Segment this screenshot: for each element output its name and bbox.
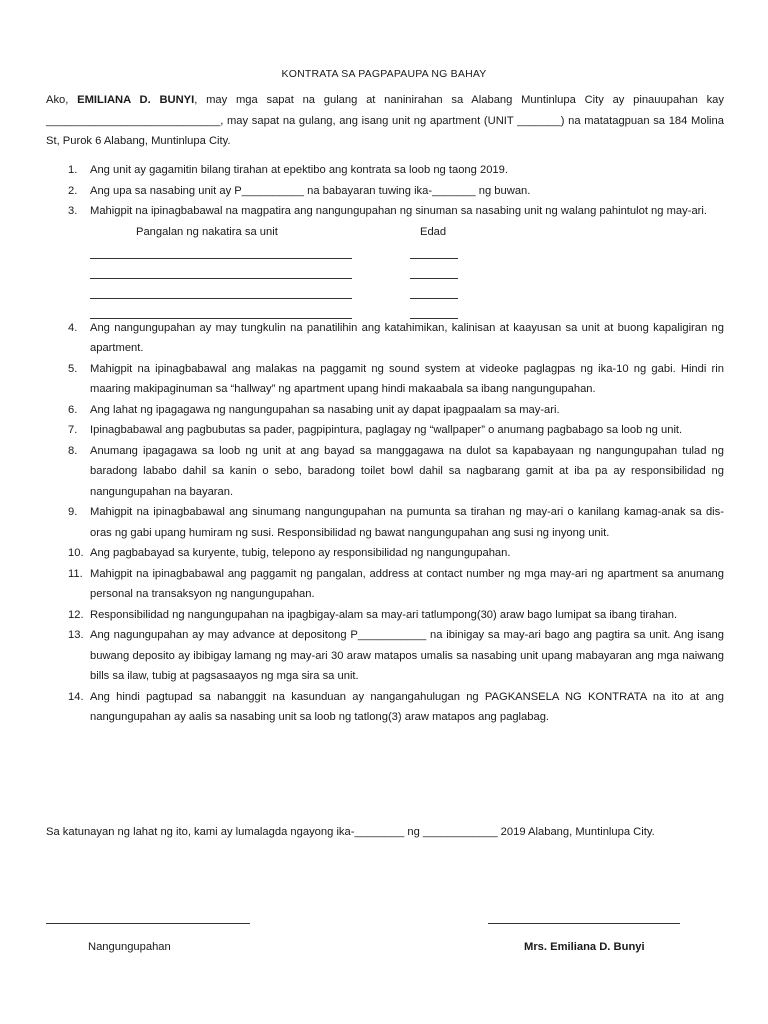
clause-item [46,605,724,626]
clause-number: 10. [68,547,84,559]
clause-text: Ang nagungupahan ay may advance at depositong P___________ na ibinigay sa may-ari bago ang pagtira sa unit. Ang isang buwang deposito ay ibibigay lamang ng may-ari 30 araw matapos umalis sa nasabing unit upang mabayaran ang mga naiwang bills sa ilaw, tubig at pagsasaayos ng mga sira sa unit. [90,629,724,682]
clause-item [46,201,724,222]
clause-text: Mahigpit na ipinagbabawal ang paggamit ng pangalan, address at contact number ng mga may-ari ng apartment sa anumang personal na transaksyon ng nangungupahan. [90,567,724,600]
clause-number: 5. [68,362,78,375]
intro-paragraph [46,90,724,152]
owner-signature-line [488,923,680,924]
clause-item [46,543,724,564]
owner-name: EMILIANA D. BUNYI [77,94,195,106]
clause-text: Responsibilidad ng nangungupahan na ipagbigay-alam sa may-ari tatlumpong(30) araw bago lumipat sa ibang tirahan. [90,608,678,621]
clause-item [46,160,724,181]
clause-number: 2. [68,184,78,197]
tenant-signature-line [46,923,250,924]
occupant-age-line [410,298,458,299]
closing-statement: Sa katunayan ng lahat ng ito, kami ay lumalagda ngayong ika-________ ng ____________ 2019 Alabang, Muntinlupa City. [46,826,655,838]
document-title: KONTRATA SA PAGPAPAUPA NG BAHAY [281,68,487,80]
clause-item [46,400,724,421]
clause-text: Ang nangungupahan ay may tungkulin na panatilihin ang katahimikan, kalinisan at kaayusan sa unit at buong kapaligiran ng apartment. [90,321,724,354]
clause-text: Ang upa sa nasabing unit ay P__________ na babayaran tuwing ika-_______ ng buwan. [90,184,531,197]
clause-text: Ang hindi pagtupad sa nabanggit na kasunduan ay nangangahulugan ng PAGKANSELA NG KONTRATA na ito at ang nangungupahan ay aalis sa nasabing unit sa loob ng tatlong(3) araw matapos ang paglabag. [90,690,724,723]
clause-item [46,318,724,359]
clause-number: 3. [68,205,78,217]
clause-number: 8. [68,444,78,457]
clause-number: 12. [68,608,84,621]
occupant-name-header: Pangalan ng nakatira sa unit [136,225,278,238]
clause-text: Ipinagbabawal ang pagbubutas sa pader, pagpipintura, paglagay ng “wallpaper” o anumang pagbabago sa loob ng unit. [90,424,683,436]
clause-list [46,160,724,728]
clause-item [46,359,724,400]
clause-text: Mahigpit na ipinagbabawal ang sinumang nangungupahan na pumunta sa tirahan ng may-ari o kanilang kamag-anak sa dis-oras ng gabi upang humiram ng susi. Responsibilidad ng bawat nangungupahan ang susi ng inyong unit. [90,506,724,539]
clause-item [46,181,724,202]
clause-text: Mahigpit na ipinagbabawal na magpatira ang nangungupahan ng sinuman sa nasabing unit ng walang pahintulot ng may-ari. [90,205,707,217]
clause-number: 11. [68,567,83,580]
clause-number: 9. [68,506,78,518]
intro-rest: , may mga sapat na gulang at naninirahan sa Alabang Muntinlupa City ay pinauupahan kay ____________________________, may sapat na gulang, ang isang unit ng apartment (UNIT _______) na matatagpuan sa 184 Molina St, Purok 6 Alabang, Muntinlupa City. [46,94,724,147]
clause-text: Mahigpit na ipinagbabawal ang malakas na paggamit ng sound system at videoke paglagpas ng ika-10 ng gabi. Hindi rin maaring makipaginuman sa “hallway” ng apartment upang hindi makaabala sa ibang nangungupahan. [90,362,724,395]
tenant-signature-label: Nangungupahan [88,941,171,953]
clause-number: 4. [68,321,78,334]
clause-item [46,441,724,503]
clause-item [46,625,724,687]
clause-text: Ang unit ay gagamitin bilang tirahan at epektibo ang kontrata sa loob ng taong 2019. [90,164,508,176]
clause-number: 7. [68,424,78,436]
intro-prefix: Ako, [46,94,78,106]
occupant-name-line [90,278,352,279]
clause-item [46,420,724,441]
occupant-name-line [90,258,352,259]
occupant-name-line [90,298,352,299]
occupant-age-line [410,278,458,279]
occupant-age-header: Edad [420,225,447,238]
clause-text: Ang pagbabayad sa kuryente, tubig, telepono ay responsibilidad ng nangungupahan. [90,547,511,559]
owner-signature-label: Mrs. Emiliana D. Bunyi [524,941,645,953]
clause-item [46,502,724,543]
clause-text: Anumang ipagagawa sa loob ng unit at ang bayad sa manggagawa na dulot sa kapabayaan ng nangungupahan tulad ng baradong lababo dahil sa kanin o sebo, baradong toilet bowl dahil sa nagbarang gamit at iba pa ay responsibilidad ng nangungupahan na bayaran. [90,444,724,498]
clause-number: 6. [68,403,78,416]
occupants-table [90,222,724,318]
clause-number: 13. [68,629,84,641]
clause-number: 14. [68,690,84,703]
occupant-age-line [410,258,458,259]
clause-item [46,564,724,605]
clause-text: Ang lahat ng ipagagawa ng nangungupahan sa nasabing unit ay dapat ipagpaalam sa may-ari. [90,403,560,416]
clause-number: 1. [68,164,78,176]
clause-item [46,687,724,728]
